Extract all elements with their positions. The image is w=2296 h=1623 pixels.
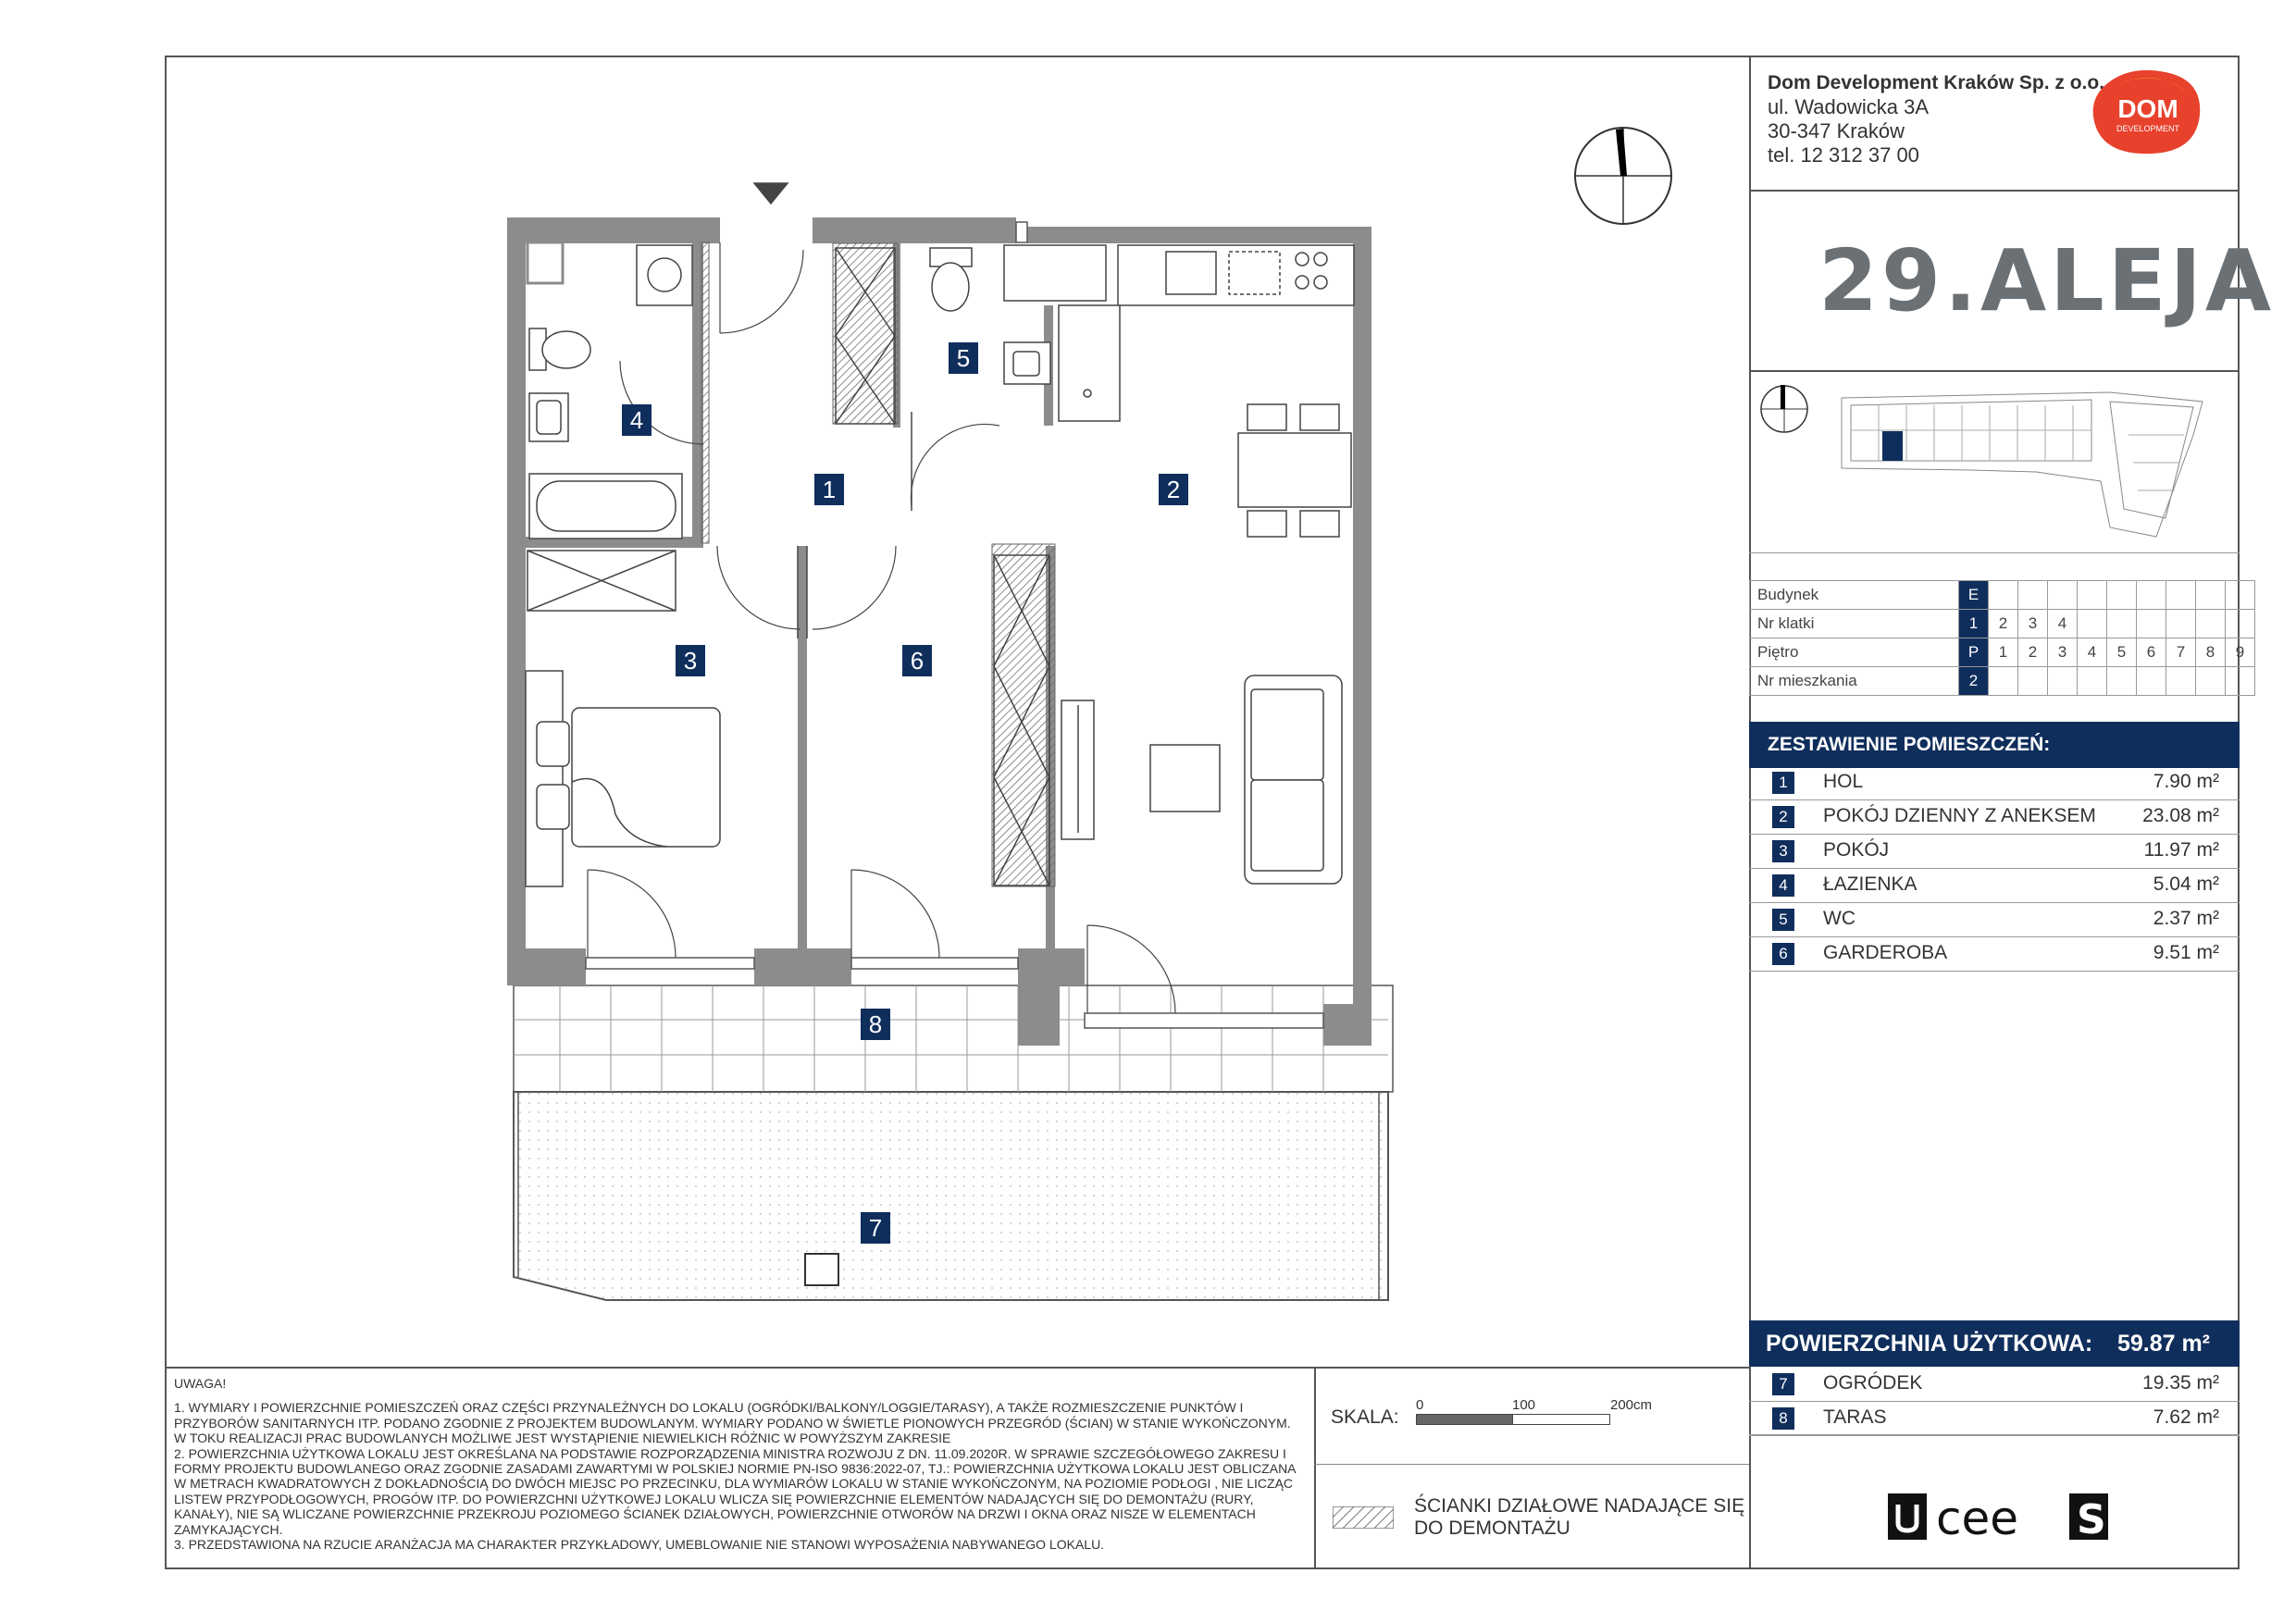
building-table-cell: 4 [2078,638,2107,667]
building-table-cell: 2 [1989,610,2018,638]
building-table-cell: 7 [2166,638,2196,667]
room-number-badge: 4 [1772,874,1794,897]
notes-p3: 3. PRZEDSTAWIONA NA RZUCIE ARANŻACJA MA CHARAKTER PRZYKŁADOWY, UMEBLOWANIE NIE STANOWI WYPOSAŻENIA NABYWANEGO LOKALU. [174,1537,1105,1553]
building-table-row [1750,581,2255,610]
room-name: ŁAZIENKA [1823,873,1917,895]
plan-label-6: 6 [902,645,932,676]
building-table-cell [2196,610,2226,638]
garden-area [514,1092,1388,1300]
usable-area-label: POWIERZCHNIA UŻYTKOWA: [1766,1331,2093,1357]
plan-label-1: 1 [814,474,844,505]
plan-label-8: 8 [861,1009,890,1040]
building-table-cell [2018,667,2048,696]
room-row [1749,903,2240,937]
notes-p2: 2. POWIERZCHNIA UŻYTKOWA LOKALU JEST OKREŚLANA NA PODSTAWIE ROZPORZĄDZENIA MINISTRA ROZWOJU Z DN. 11.09.2020R. W SPRAWIE SZCZEGÓŁOWEGO ZAKRESU I FORMY PROJEKTU BUDOWLANEGO ORAZ ZGODNIE ZASADAMI ZAWARTYMI W POLSKIEJ NORMIE PN-ISO 9836:2022-07, TJ.: POWIERZCHNIA UŻYTKOWA LOKALU JEST OBLICZANA W METRACH KWADRATOWYCH Z DOKŁADNOŚCIĄ DO DWÓCH MIEJSC PO PRZECINKU, DLA WYMIARÓW LOKALU W STANIE WYKOŃCZONYM, NA POZIOMIE PODŁOGI , NIE LICZĄC LISTEW PRZYPODŁOGOWYCH, PROGÓW ITP. DO POWIERZCHNI UŻYTKOWEJ LOKALU WLICZA SIĘ POWIERZCHNIE ELEMENTÓW NADAJĄCYCH SIĘ DO DEMONTAŻU (RURY, KANAŁY), NIE SĄ WLICZANE POWIERZCHNIE PRZEKROJU POZIOMEGO ŚCIANEK DZIAŁOWYCH, POWIERZCHNIE OTWORÓW NA DRZWI I OKNA ORAZ NISZE W ELEMENTACH ZAMYKAJĄCYCH. [174,1445,1296,1537]
room-name: OGRÓDEK [1823,1372,1923,1394]
exterior-walls [507,217,1371,1046]
room-row [1749,869,2240,903]
legend-divider [1314,1464,1749,1465]
building-table-row [1750,638,2255,667]
building-table-cell [2018,581,2048,610]
room-row [1749,937,2240,972]
room-number-badge: 8 [1772,1407,1794,1430]
building-table-cell [2166,610,2196,638]
room-area: 11.97 m² [2143,839,2219,861]
plan-label-3: 3 [676,645,705,676]
building-table-cell [2137,610,2166,638]
room-name: GARDEROBA [1823,942,1948,963]
room-name: WC [1823,908,1855,929]
building-table-cell: 6 [2137,638,2166,667]
building-table-cell: 8 [2196,638,2226,667]
room-row [1749,766,2240,800]
building-table-cell [2226,581,2255,610]
dom-development-logo: DOM DEVELOPMENT [2087,67,2207,157]
apartment-highlight [1882,431,1903,461]
building-table-label: Nr mieszkania [1750,667,1959,696]
building-table-cell: E [1959,581,1989,610]
demolishable-wall-swatch [1333,1506,1394,1529]
room-area: 23.08 m² [2142,805,2219,826]
company-street: ul. Wadowicka 3A [1768,95,1930,118]
building-table-label: Nr klatki [1750,610,1959,638]
scale-label: SKALA: [1331,1406,1399,1428]
building-table-cell [1989,581,2018,610]
building-table-cell [2137,667,2166,696]
site-plan-thumbnail [1758,379,2240,546]
company-city: 30-347 Kraków [1768,119,1905,142]
legend-text: ŚCIANKI DZIAŁOWE NADAJĄCE SIĘ DO DEMONTAŻU [1414,1495,1745,1539]
notes-title: UWAGA! [174,1376,227,1391]
building-table-cell [2078,667,2107,696]
svg-text:cee: cee [1936,1492,2019,1543]
dining-set [1238,404,1351,537]
room-name: POKÓJ DZIENNY Z ANEKSEM [1823,805,2096,826]
building-table-cell: 9 [2226,638,2255,667]
living-furniture [1061,675,1342,884]
building-table-cell [2078,581,2107,610]
bedroom-furniture [526,671,720,886]
scale-bar: 0 100 200cm [1416,1397,1620,1434]
building-table-cell: 1 [1959,610,1989,638]
building-table-cell [1989,667,2018,696]
room-row [1749,835,2240,869]
hall-rails [798,412,912,638]
room-area: 9.51 m² [2153,942,2219,963]
notes-p1: 1. WYMIARY I POWIERZCHNIE POMIESZCZEŃ ORAZ CZĘŚCI PRZYNALEŻNYCH DO LOKALU (OGRÓDKI/BALKONY/LOGGIE/TARASY), A TAKŻE ROZMIESZCZENIE PUNKTÓW I PRZYBORÓW SANITARNYCH ITP. PODANO ZGODNIE Z PROJEKTEM BUDOWLANYM. WYMIARY PODANO W ŚWIETLE PIONOWYCH PRZEGRÓD (ŚCIAN) W STANIE WYKOŃCZONYM. W TOKU REALIZACJI PRAC BUDOWLANYCH MOŻLIWE JEST WYSTĄPIENIE NIEWIELKICH RÓŻNIC W POWYŻSZYM ZAKRESIE [174,1400,1291,1446]
building-table-cell [2107,581,2137,610]
room-number-badge: 6 [1772,943,1794,965]
room-area: 7.90 m² [2153,771,2219,792]
room-area: 5.04 m² [2153,873,2219,895]
building-table-cell [2078,610,2107,638]
plan-label-4: 4 [622,404,652,436]
room-number-badge: 5 [1772,909,1794,931]
terrace-area [514,985,1393,1092]
building-table-label: Budynek [1750,581,1959,610]
usable-area-bar [1749,1320,2240,1367]
room-row [1749,800,2240,835]
room-row [1749,1368,2240,1402]
building-info-table [1749,580,2255,696]
building-table-cell: 2 [2018,638,2048,667]
room-name: TARAS [1823,1406,1887,1428]
room-name: HOL [1823,771,1864,792]
compass-icon [1570,122,1677,234]
project-logo: 29.ALEJA [1818,231,2276,330]
building-table-cell [2196,667,2226,696]
room-number-badge: 3 [1772,840,1794,862]
rooms-heading: ZESTAWIENIE POMIESZCZEŃ: [1749,722,2240,768]
building-table-label: Piętro [1750,638,1959,667]
ucees-logo [1888,1492,2110,1548]
room-area: 7.62 m² [2153,1406,2219,1428]
company-info [1768,70,2104,167]
building-table-cell [2048,581,2078,610]
room-number-badge: 2 [1772,806,1794,828]
building-table-cell [2166,667,2196,696]
company-phone: tel. 12 312 37 00 [1768,143,1919,167]
plan-label-5: 5 [949,342,978,374]
building-table-cell [2107,610,2137,638]
demolishable-walls [701,242,1055,886]
company-name: Dom Development Kraków Sp. z o.o. [1768,72,2105,93]
building-table-cell: 1 [1989,638,2018,667]
notes-divider [165,1367,1749,1369]
kitchen-fixtures [1004,245,1354,421]
room-number-badge: 1 [1772,772,1794,794]
svg-text:S: S [2077,1496,2106,1543]
room-area: 2.37 m² [2153,908,2219,929]
compass-small-icon [1761,385,1807,432]
building-table-cell [2226,610,2255,638]
room-area: 19.35 m² [2142,1372,2219,1394]
building-table-cell: 4 [2048,610,2078,638]
room-number-badge: 7 [1772,1373,1794,1395]
bathroom-fixtures [529,245,692,539]
building-table-cell [2107,667,2137,696]
building-table-row [1750,667,2255,696]
building-table-cell [2048,667,2078,696]
plan-label-2: 2 [1159,474,1188,505]
building-table-row [1750,610,2255,638]
building-table-cell: 2 [1959,667,1989,696]
notes-block [174,1376,1303,1552]
building-table-cell [2166,581,2196,610]
plan-label-7: 7 [861,1212,890,1244]
room-row [1749,1402,2240,1436]
room-name: POKÓJ [1823,839,1890,861]
building-table-cell [2137,581,2166,610]
building-table-cell: 3 [2048,638,2078,667]
building-table-cell: 5 [2107,638,2137,667]
scale-divider [1314,1367,1316,1569]
usable-area-value: 59.87 m² [2116,1331,2210,1357]
building-table-cell [2226,667,2255,696]
building-table-cell: P [1959,638,1989,667]
building-table-cell: 3 [2018,610,2048,638]
building-table-cell [2196,581,2226,610]
